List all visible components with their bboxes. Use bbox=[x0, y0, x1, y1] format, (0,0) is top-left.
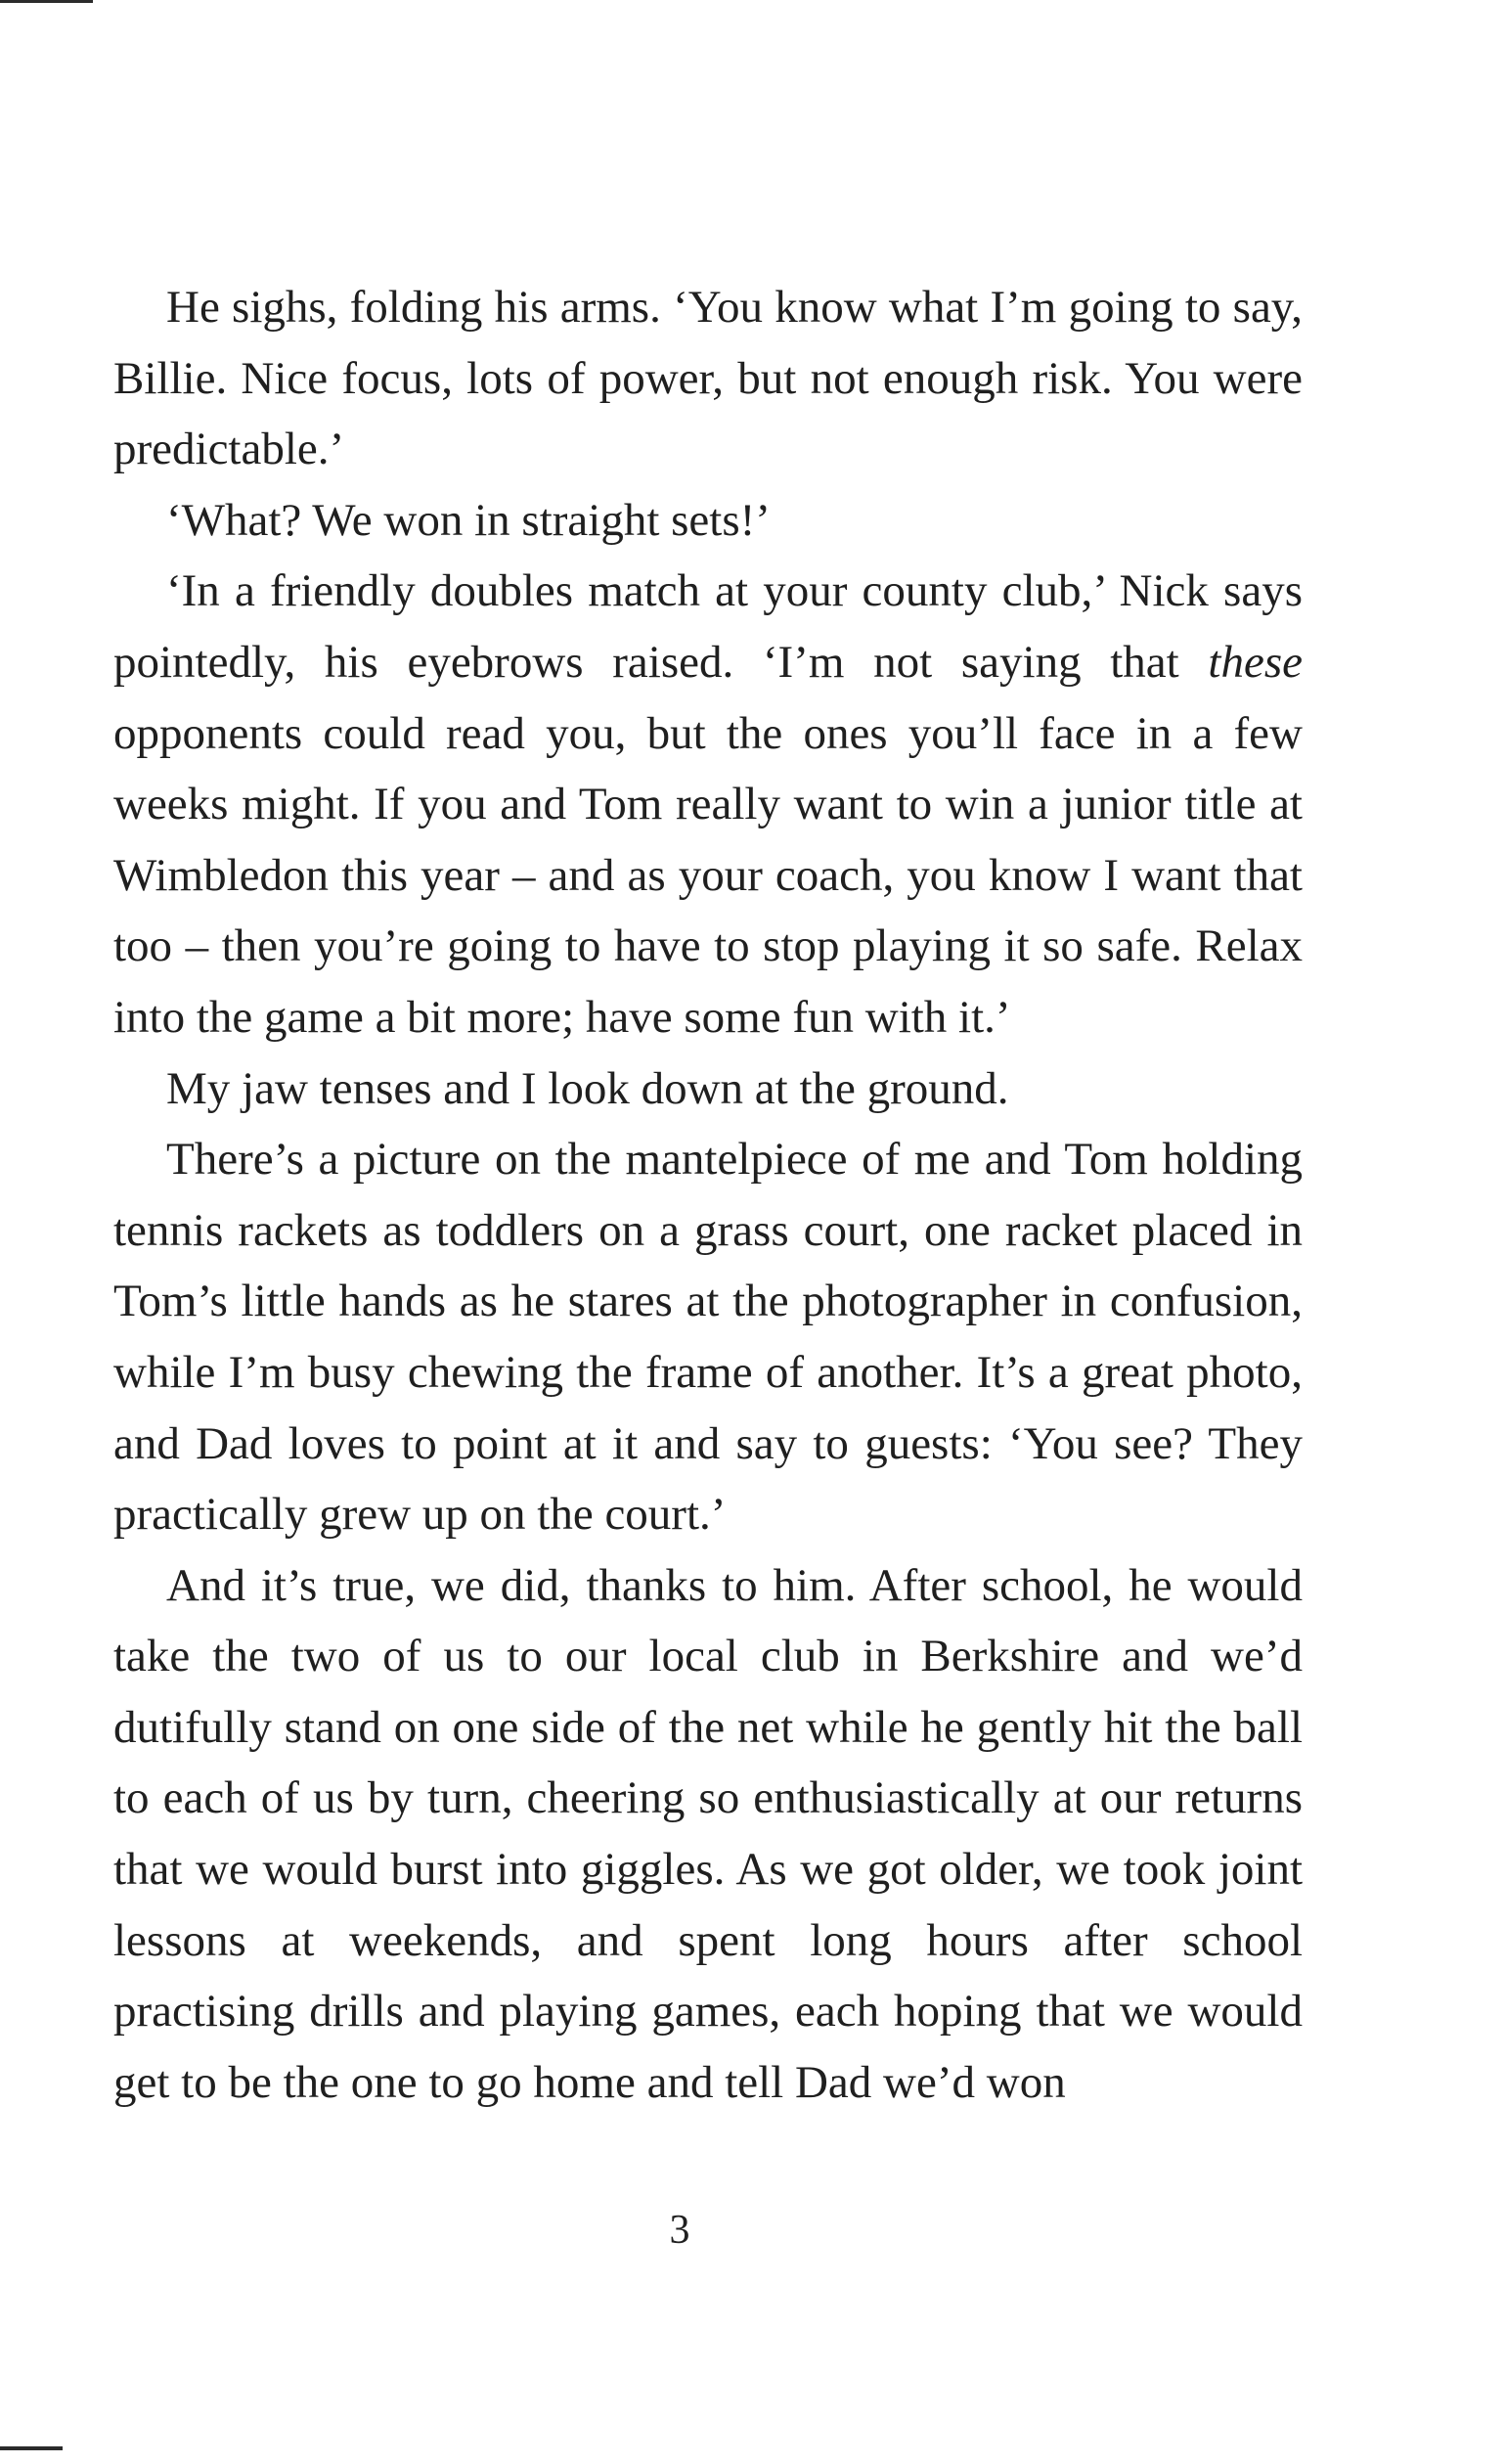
text-segment: He sighs, folding his arms. ‘You know what I’m going to say, Billie. Nice focus, lots of power, but not enough risk. You were predictable.’ bbox=[113, 282, 1303, 475]
paragraph bbox=[113, 485, 1303, 557]
page-edge-mark bbox=[0, 2446, 63, 2450]
text-segment: My jaw tenses and I look down at the ground. bbox=[166, 1062, 1009, 1114]
paragraph bbox=[113, 556, 1303, 1053]
text-segment: ‘In a friendly doubles match at your county club,’ Nick says pointedly, his eyebrows raised. ‘I’m not saying that bbox=[113, 565, 1303, 688]
text-segment: ‘What? We won in straight sets!’ bbox=[166, 494, 771, 546]
paragraph bbox=[113, 1053, 1303, 1125]
text-segment: There’s a picture on the mantelpiece of me and Tom holding tennis rackets as toddlers on a grass court, one racket placed in Tom’s little hands as he stares at the photographer in confusion, while I’m busy chewing the frame of another. It’s a great photo, and Dad loves to point at it and say to guests: ‘You see? They practically grew up on the court.’ bbox=[113, 1134, 1303, 1541]
text-segment: opponents could read you, but the ones you’ll face in a few weeks might. If you and Tom really want to win a junior title at Wimbledon this year – and as your coach, you know I want that too – then you’re going to have to stop playing it so safe. Relax into the game a bit more; have some fun with it.’ bbox=[113, 707, 1303, 1043]
text-segment: And it’s true, we did, thanks to him. After school, he would take the two of us to our local club in Berkshire and we’d dutifully stand on one side of the net while he gently hit the ball to each of us by turn, cheering so enthusiastically at our returns that we would burst into giggles. As we got older, we took joint lessons at weekends, and spent long hours after school practising drills and playing games, each hoping that we would get to be the one to go home and tell Dad we’d won bbox=[113, 1559, 1303, 2108]
page-edge-mark bbox=[0, 0, 93, 3]
paragraph bbox=[113, 272, 1303, 485]
paragraph bbox=[113, 1550, 1303, 2119]
body-text bbox=[113, 272, 1303, 2118]
emphasis-text: these bbox=[1208, 636, 1303, 688]
paragraph bbox=[113, 1124, 1303, 1550]
page-number: 3 bbox=[669, 2208, 690, 2253]
